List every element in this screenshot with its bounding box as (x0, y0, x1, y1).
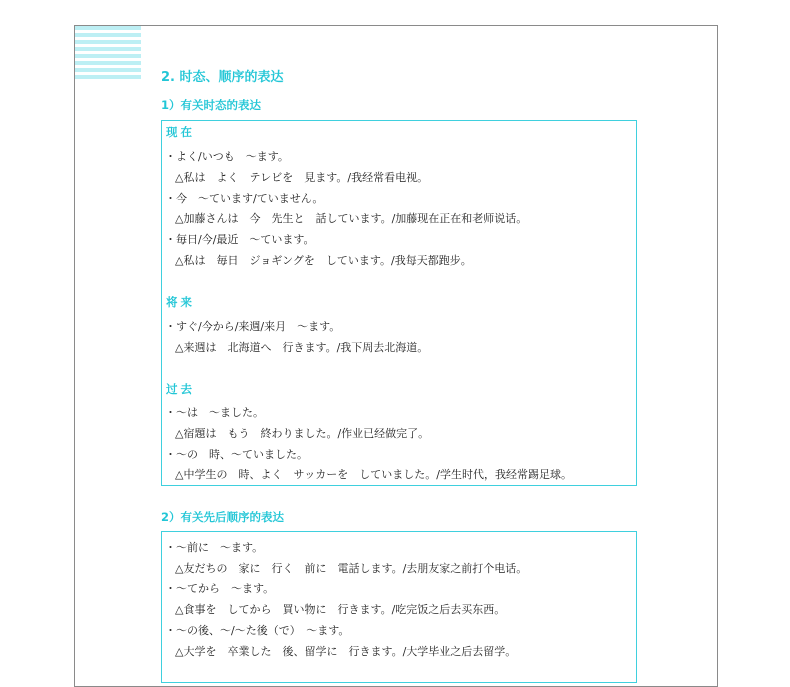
block-title-past: 过去 (166, 382, 195, 396)
subsection-title-sequence: 2）有关先后顺序的表达 (161, 510, 285, 524)
pattern-line: ・毎日/今/最近 ～ています。 (165, 233, 315, 246)
section-title: 2. 时态、顺序的表达 (161, 70, 284, 85)
pattern-line: ・～の 時、～ていました。 (165, 448, 308, 461)
example-line: △中学生の 時、よく サッカーを していました。/学生时代，我经常踢足球。 (175, 468, 572, 481)
example-line: △来週は 北海道へ 行きます。/我下周去北海道。 (175, 341, 429, 354)
example-line: △私は よく テレビを 見ます。/我经常看电视。 (175, 171, 429, 184)
example-line: △食事を してから 買い物に 行きます。/吃完饭之后去买东西。 (175, 603, 506, 616)
document-page (74, 25, 718, 687)
example-line: △加藤さんは 今 先生と 話しています。/加藤现在正在和老师说话。 (175, 212, 528, 225)
decorative-stripes (75, 26, 141, 79)
pattern-line: ・～前に ～ます。 (165, 541, 264, 554)
subsection-title-tense: 1）有关时态的表达 (161, 98, 262, 112)
sequence-expressions-box (161, 531, 637, 683)
pattern-line: ・～の後、～/～た後（で） ～ます。 (165, 624, 350, 637)
pattern-line: ・すぐ/今から/来週/来月 ～ます。 (165, 320, 341, 333)
block-title-future: 将来 (166, 295, 195, 309)
example-line: △大学を 卒業した 後、留学に 行きます。/大学毕业之后去留学。 (175, 645, 517, 658)
block-title-present: 现在 (166, 125, 195, 139)
tense-expressions-box (161, 120, 637, 486)
pattern-line: ・～は ～ました。 (165, 406, 264, 419)
pattern-line: ・今 ～ています/ていません。 (165, 192, 324, 205)
example-line: △宿題は もう 終わりました。/作业已经做完了。 (175, 427, 430, 440)
example-line: △私は 毎日 ジョギングを しています。/我每天都跑步。 (175, 254, 472, 267)
example-line: △友だちの 家に 行く 前に 電話します。/去朋友家之前打个电话。 (175, 562, 528, 575)
pattern-line: ・よく/いつも ～ます。 (165, 150, 289, 163)
pattern-line: ・～てから ～ます。 (165, 582, 275, 595)
